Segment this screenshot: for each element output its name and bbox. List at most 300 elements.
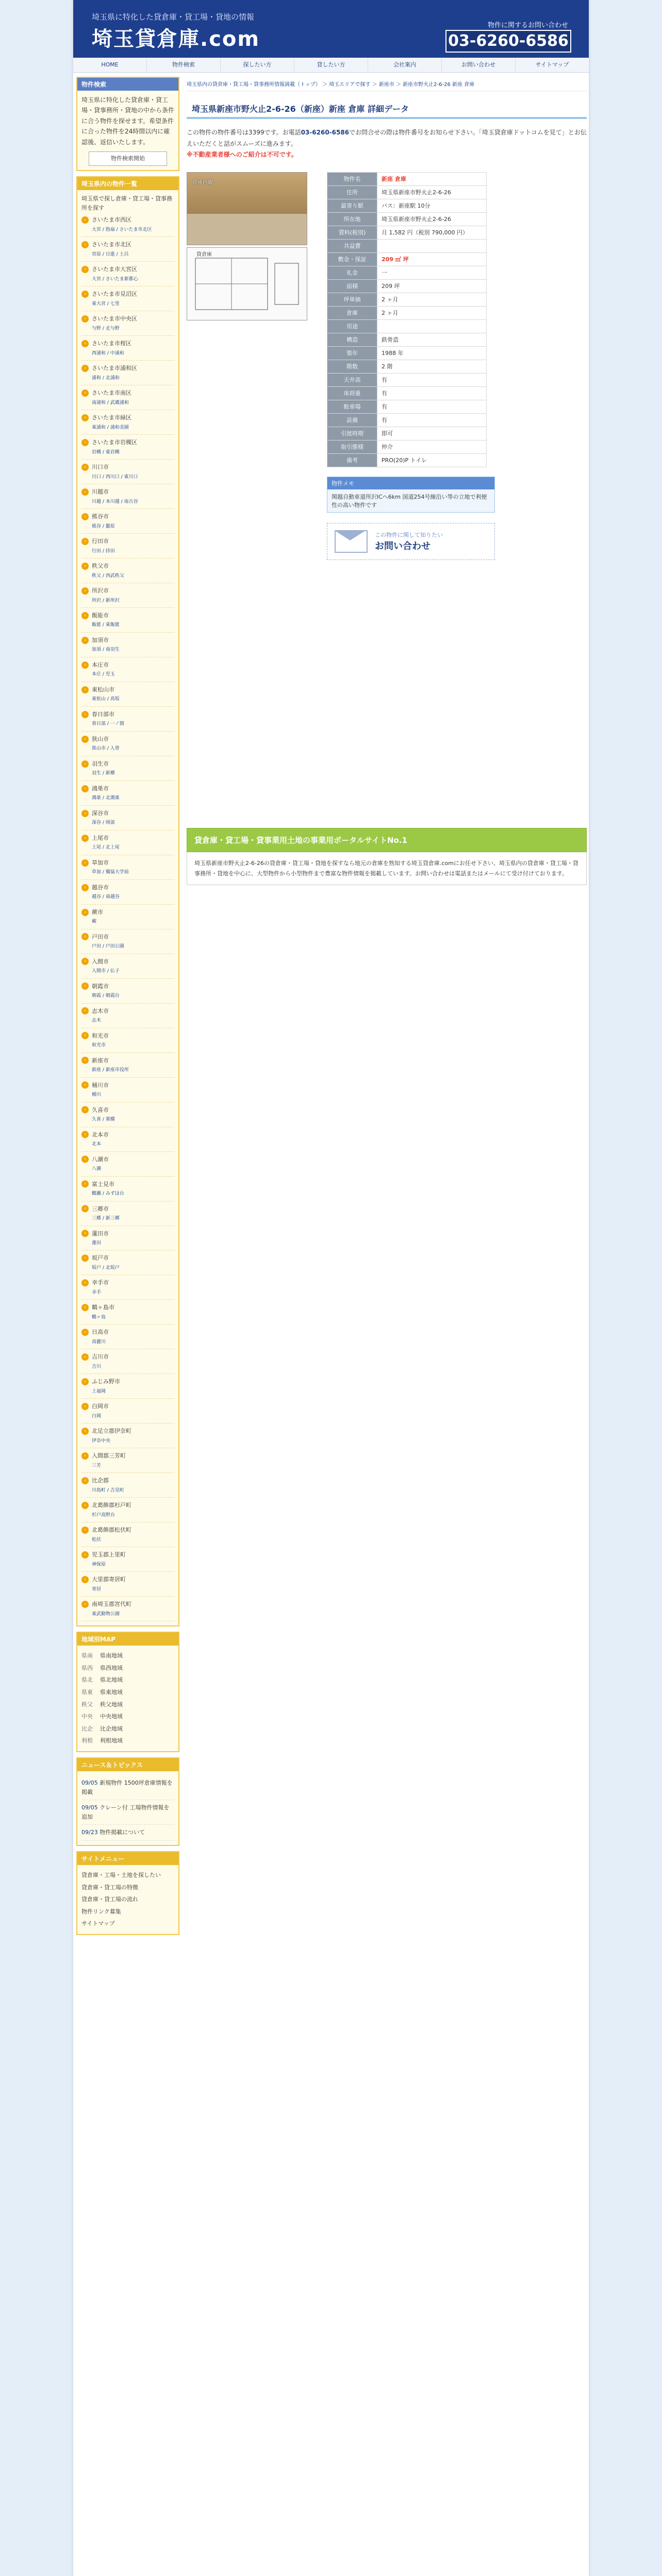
category-name[interactable]: ふじみ野市 xyxy=(92,1378,120,1385)
arrow-icon: › xyxy=(81,1428,89,1435)
purpose-search-box xyxy=(76,77,179,171)
arrow-icon: › xyxy=(81,241,89,248)
plan-caption: 貸倉庫 xyxy=(196,251,212,258)
category-name[interactable]: さいたま市中央区 xyxy=(92,315,137,323)
category-item[interactable] xyxy=(81,806,174,831)
category-name[interactable]: 戸田市 xyxy=(92,933,109,940)
category-sub-links[interactable]: 狭山市 / 入曽 xyxy=(92,746,120,752)
category-sub-links[interactable]: 大宮 / さいたま新都心 xyxy=(92,276,138,282)
category-sub-links[interactable]: 行田 / 持田 xyxy=(92,548,115,554)
category-name[interactable]: 草加市 xyxy=(92,859,109,866)
property-value: 209 ㎡ 坪 xyxy=(377,252,487,266)
category-sub-links[interactable]: 鶴ヶ島 xyxy=(92,1315,106,1320)
site-menu-link[interactable]: 貸倉庫・工場・土地を探したい xyxy=(81,1871,161,1878)
category-name[interactable]: 志木市 xyxy=(92,1007,109,1014)
category-item[interactable] xyxy=(81,460,174,484)
category-sub-links[interactable]: 和光市 xyxy=(92,1043,106,1048)
category-sub-links[interactable]: 東武動物公園 xyxy=(92,1611,120,1617)
contact-note: 物件に関するお問い合わせ xyxy=(487,22,568,29)
property-table xyxy=(327,172,487,467)
news-head: ニュース＆トピックス xyxy=(77,1758,178,1771)
category-item[interactable] xyxy=(81,1522,174,1547)
category-item[interactable] xyxy=(81,1103,174,1127)
category-name[interactable]: 新座市 xyxy=(92,1057,109,1064)
category-item[interactable] xyxy=(81,1004,174,1028)
contact-button[interactable] xyxy=(327,523,495,560)
category-item[interactable] xyxy=(81,1300,174,1325)
nav-lend[interactable]: 貸したい方 xyxy=(294,58,368,72)
arrow-icon: › xyxy=(81,933,89,940)
nav-home[interactable]: HOME xyxy=(73,58,147,72)
category-sub-links[interactable]: 鶴瀬 / みずほ台 xyxy=(92,1191,124,1197)
category-name[interactable]: 本庄市 xyxy=(92,661,109,668)
category-sub-links[interactable]: 本庄 / 児玉 xyxy=(92,672,115,677)
area-link[interactable] xyxy=(81,1686,174,1699)
property-row xyxy=(327,360,487,373)
category-item[interactable] xyxy=(81,1053,174,1078)
category-sub-links[interactable]: 上福岡 xyxy=(92,1389,106,1394)
site-menu-link[interactable]: 貸倉庫・貸工場の特徴 xyxy=(81,1884,138,1891)
property-title: 埼玉県新座市野火止2-6-26（新座）新座 倉庫 詳細データ xyxy=(192,104,409,114)
property-title-bar xyxy=(187,99,587,119)
area-link[interactable] xyxy=(81,1723,174,1735)
arrow-icon: › xyxy=(81,1378,89,1385)
category-item[interactable] xyxy=(81,905,174,929)
category-sub-links[interactable]: 北本 xyxy=(92,1142,102,1147)
category-sub-links[interactable]: 西浦和 / 中浦和 xyxy=(92,350,124,356)
category-sub-links[interactable]: 岩槻 / 東岩槻 xyxy=(92,449,120,455)
category-item[interactable] xyxy=(81,657,174,682)
category-name[interactable]: 三郷市 xyxy=(92,1205,109,1212)
category-name[interactable]: 深谷市 xyxy=(92,809,109,817)
area-link[interactable] xyxy=(81,1710,174,1723)
category-item[interactable] xyxy=(81,534,174,558)
category-item[interactable] xyxy=(81,1349,174,1374)
category-item[interactable] xyxy=(81,979,174,1004)
category-sub-links[interactable]: 三郷 / 新三郷 xyxy=(92,1216,120,1222)
arrow-icon: › xyxy=(81,1255,89,1262)
purpose-text: 埼玉県に特化した貸倉庫・貸工場・貸事務所・貸地の中から条件に合う物件を探せます。希望条件に合った物件を24時間以内に確認後、返信いたします。 xyxy=(81,96,175,146)
property-row xyxy=(327,427,487,440)
category-name[interactable]: 南埼玉郡宮代町 xyxy=(92,1601,131,1608)
category-item[interactable] xyxy=(81,1572,174,1597)
property-key: 倉庫 xyxy=(327,306,377,319)
arrow-icon: › xyxy=(81,1230,89,1237)
nav-contact[interactable]: お問い合わせ xyxy=(442,58,516,72)
news-item[interactable] xyxy=(81,1775,174,1800)
area-link[interactable] xyxy=(81,1735,174,1747)
category-item[interactable] xyxy=(81,608,174,633)
category-item[interactable] xyxy=(81,1547,174,1572)
category-item[interactable] xyxy=(81,756,174,781)
category-name[interactable]: 加須市 xyxy=(92,636,109,643)
category-item[interactable] xyxy=(81,509,174,534)
area-label: 比企 xyxy=(81,1725,93,1732)
category-item[interactable] xyxy=(81,1078,174,1103)
arrow-icon: › xyxy=(81,835,89,842)
category-name[interactable]: 和光市 xyxy=(92,1032,109,1039)
category-sub-links[interactable]: 草加 / 獨協大学前 xyxy=(92,870,129,875)
category-item[interactable] xyxy=(81,682,174,707)
property-key: 坪単価 xyxy=(327,293,377,306)
category-sub-links[interactable]: 与野 / 北与野 xyxy=(92,326,120,331)
category-item[interactable] xyxy=(81,880,174,905)
category-name[interactable]: さいたま市西区 xyxy=(92,216,131,224)
area-list xyxy=(81,1650,174,1747)
category-item[interactable] xyxy=(81,262,174,286)
category-name[interactable]: 日高市 xyxy=(92,1329,109,1336)
global-nav xyxy=(73,58,589,73)
category-item[interactable] xyxy=(81,954,174,979)
arrow-icon: › xyxy=(81,1329,89,1336)
property-row xyxy=(327,333,487,346)
category-sub-links[interactable]: 杉戸高野台 xyxy=(92,1512,115,1518)
floor-plan-icon xyxy=(187,248,307,320)
sidebar xyxy=(76,77,179,1940)
category-sub-links[interactable]: 坂戸 / 北坂戸 xyxy=(92,1265,120,1271)
category-name[interactable]: 狭山市 xyxy=(92,735,109,742)
category-sub-links[interactable]: 新座 / 新座市役所 xyxy=(92,1067,129,1073)
category-item[interactable] xyxy=(81,484,174,509)
category-sub-links[interactable]: 春日部 / 一ノ割 xyxy=(92,721,124,727)
category-sub-links[interactable]: 朝霞 / 朝霞台 xyxy=(92,993,120,999)
property-value: 209 坪 xyxy=(377,279,487,293)
category-item[interactable] xyxy=(81,1399,174,1423)
category-sub-links[interactable]: 神保原 xyxy=(92,1562,106,1567)
category-item[interactable] xyxy=(81,707,174,732)
category-sub-links[interactable]: 白岡 xyxy=(92,1413,102,1419)
category-name[interactable]: さいたま市大宮区 xyxy=(92,266,137,273)
category-sub-links[interactable]: 三芳 xyxy=(92,1463,102,1468)
property-key: 階数 xyxy=(327,360,377,373)
category-name[interactable]: 坂戸市 xyxy=(92,1255,109,1262)
category-item[interactable] xyxy=(81,583,174,608)
area-name[interactable]: 県東地域 xyxy=(100,1689,123,1696)
area-label: 秩父 xyxy=(81,1701,93,1708)
phone-number[interactable]: 03-6260-6586 xyxy=(445,30,571,53)
category-sub-links[interactable]: 伊奈中央 xyxy=(92,1438,111,1444)
category-item[interactable] xyxy=(81,1127,174,1152)
arrow-icon: › xyxy=(81,982,89,990)
property-detail xyxy=(187,172,587,467)
category-item[interactable] xyxy=(81,831,174,855)
category-item[interactable] xyxy=(81,1226,174,1251)
nav-company[interactable]: 会社案内 xyxy=(368,58,442,72)
property-row xyxy=(327,239,487,252)
category-name[interactable]: 行田市 xyxy=(92,537,109,545)
category-name[interactable]: 熊谷市 xyxy=(92,513,109,520)
category-sub-links[interactable]: 深谷 / 岡部 xyxy=(92,820,115,826)
property-value: 1988 年 xyxy=(377,346,487,360)
area-link[interactable] xyxy=(81,1650,174,1662)
news-title[interactable]: 新規物件 1500坪倉庫情報を掲載 xyxy=(81,1780,173,1795)
area-name[interactable]: 県南地域 xyxy=(100,1652,123,1659)
category-sub-links[interactable]: 川島町 / 吉見町 xyxy=(92,1487,124,1493)
property-key: 設備 xyxy=(327,413,377,427)
category-sub-links[interactable]: 入間市 / 仏子 xyxy=(92,969,120,974)
arrow-icon: › xyxy=(81,216,89,224)
category-sub-links[interactable]: 上尾 / 北上尾 xyxy=(92,845,120,851)
category-item[interactable] xyxy=(81,1325,174,1349)
property-row xyxy=(327,199,487,212)
arrow-icon: › xyxy=(81,958,89,965)
category-name[interactable]: 春日部市 xyxy=(92,710,114,718)
category-sub-links[interactable]: 羽生 / 新郷 xyxy=(92,771,115,776)
news-item[interactable] xyxy=(81,1825,174,1841)
category-item[interactable] xyxy=(81,1597,174,1621)
property-row xyxy=(327,252,487,266)
category-sub-links[interactable]: 浦和 / 北浦和 xyxy=(92,375,120,381)
category-item[interactable] xyxy=(81,781,174,806)
category-name[interactable]: 蕨市 xyxy=(92,908,103,916)
category-item[interactable] xyxy=(81,1028,174,1053)
category-sub-links[interactable]: 飯能 / 東飯能 xyxy=(92,622,120,628)
category-sub-links[interactable]: 熊谷 / 籠原 xyxy=(92,523,115,529)
category-sub-links[interactable]: 高麗川 xyxy=(92,1340,106,1345)
category-item[interactable] xyxy=(81,633,174,657)
category-name[interactable]: 入間郡三芳町 xyxy=(92,1452,126,1460)
site-menu-link[interactable]: サイトマップ xyxy=(81,1920,115,1927)
category-item[interactable] xyxy=(81,385,174,410)
category-name[interactable]: 大里郡寄居町 xyxy=(92,1576,126,1583)
category-name[interactable]: さいたま市浦和区 xyxy=(92,365,137,372)
area-name[interactable]: 利根地域 xyxy=(100,1737,123,1744)
arrow-icon: › xyxy=(81,439,89,446)
category-item[interactable] xyxy=(81,1374,174,1399)
property-memo xyxy=(327,477,495,513)
category-sub-links[interactable]: 所沢 / 新所沢 xyxy=(92,598,120,603)
area-map-head: 地域別MAP xyxy=(77,1633,178,1646)
property-key: 床荷重 xyxy=(327,386,377,400)
no-broker-warning: ※不動産業者様へのご紹介は不可です。 xyxy=(187,151,297,159)
category-sub-links[interactable]: 秩父 / 西武秩父 xyxy=(92,573,124,579)
category-name[interactable]: 川越市 xyxy=(92,488,109,495)
category-name[interactable]: 入間市 xyxy=(92,958,109,965)
arrow-icon: › xyxy=(81,760,89,768)
category-item[interactable] xyxy=(81,286,174,311)
category-item[interactable] xyxy=(81,732,174,756)
arrow-icon: › xyxy=(81,1032,89,1039)
category-item[interactable] xyxy=(81,1423,174,1448)
category-name[interactable]: さいたま市緑区 xyxy=(92,414,131,421)
category-item[interactable] xyxy=(81,1498,174,1522)
category-item[interactable] xyxy=(81,558,174,583)
category-name[interactable]: 吉川市 xyxy=(92,1353,109,1361)
property-key: 用途 xyxy=(327,319,377,333)
category-name[interactable]: 所沢市 xyxy=(92,587,109,594)
category-name[interactable]: 越谷市 xyxy=(92,884,109,891)
area-name[interactable]: 中央地域 xyxy=(100,1713,123,1720)
category-intro: 埼玉県で探し倉庫・貸工場・貸事務所を探す xyxy=(81,195,172,211)
news-date: 09/23 xyxy=(81,1829,98,1836)
category-name[interactable]: 八潮市 xyxy=(92,1156,109,1163)
property-intro xyxy=(187,127,587,161)
category-item[interactable] xyxy=(81,1448,174,1473)
page xyxy=(73,0,589,2576)
category-name[interactable]: 白岡市 xyxy=(92,1403,109,1410)
arrow-icon: › xyxy=(81,1403,89,1410)
site-logo[interactable]: 埼玉貸倉庫.com xyxy=(92,27,260,51)
arrow-icon: › xyxy=(81,1452,89,1460)
arrow-icon: › xyxy=(81,1180,89,1188)
category-list xyxy=(81,212,174,1621)
category-sub-links[interactable]: 南浦和 / 武蔵浦和 xyxy=(92,400,129,405)
property-row xyxy=(327,293,487,306)
property-row xyxy=(327,185,487,199)
category-sub-links[interactable]: 加須 / 南羽生 xyxy=(92,647,120,653)
area-map-box xyxy=(76,1632,179,1752)
category-name[interactable]: 鶴ヶ島市 xyxy=(92,1304,114,1311)
category-name[interactable]: 北葛飾郡杉戸町 xyxy=(92,1502,131,1509)
area-link[interactable] xyxy=(81,1662,174,1674)
category-sub-links[interactable]: 川口 / 西川口 / 東川口 xyxy=(92,474,138,480)
category-item[interactable] xyxy=(81,237,174,262)
category-item[interactable] xyxy=(81,1250,174,1275)
category-sub-links[interactable]: 寄居 xyxy=(92,1586,102,1592)
category-item[interactable] xyxy=(81,410,174,435)
area-name[interactable]: 県西地域 xyxy=(100,1664,123,1671)
category-item[interactable] xyxy=(81,435,174,460)
arrow-icon: › xyxy=(81,785,89,792)
memo-body: 関越自動車道所沢ICへ6km 国道254号線沿い等の立地で利便性の高い物件です xyxy=(332,493,487,509)
category-name[interactable]: 幸手市 xyxy=(92,1279,109,1286)
category-name[interactable]: さいたま市桜区 xyxy=(92,340,131,347)
area-name[interactable]: 比企地域 xyxy=(100,1725,123,1732)
arrow-icon: › xyxy=(81,1353,89,1361)
category-sub-links[interactable]: 東松山 / 高坂 xyxy=(92,697,120,702)
category-name[interactable]: 川口市 xyxy=(92,463,109,470)
category-name[interactable]: 東松山市 xyxy=(92,686,114,693)
category-name[interactable]: 飯能市 xyxy=(92,612,109,619)
area-name[interactable]: 秩父地域 xyxy=(100,1701,123,1708)
category-item[interactable] xyxy=(81,1473,174,1498)
area-name[interactable]: 県北地域 xyxy=(100,1676,123,1684)
category-sub-links[interactable]: 八潮 xyxy=(92,1166,102,1172)
category-name[interactable]: 北本市 xyxy=(92,1131,109,1138)
property-row xyxy=(327,413,487,427)
category-item[interactable] xyxy=(81,212,174,237)
nav-sitemap[interactable]: サイトマップ xyxy=(535,61,569,68)
arrow-icon: › xyxy=(81,637,89,644)
site-menu-link[interactable]: 物件リンク募集 xyxy=(81,1908,121,1915)
breadcrumb[interactable]: 埼玉県内の貸倉庫・貸工場・貸事務所情報満載（トップ） ＞ 埼玉エリアで探す ＞ 新座市 ＞ 新座市野火止2-6-26 新座 倉庫 xyxy=(187,77,587,91)
category-name[interactable]: 北葛飾郡松伏町 xyxy=(92,1527,131,1534)
category-item[interactable] xyxy=(81,929,174,954)
category-name[interactable]: さいたま市南区 xyxy=(92,389,131,397)
category-name[interactable]: 上尾市 xyxy=(92,834,109,841)
category-item[interactable] xyxy=(81,311,174,336)
property-value xyxy=(377,239,487,252)
news-box xyxy=(76,1757,179,1846)
category-name[interactable]: 朝霞市 xyxy=(92,982,109,990)
category-sub-links[interactable]: 戸田 / 戸田公園 xyxy=(92,944,124,950)
category-sub-links[interactable]: 松伏 xyxy=(92,1537,102,1543)
arrow-icon: › xyxy=(81,736,89,743)
area-link[interactable] xyxy=(81,1674,174,1686)
arrow-icon: › xyxy=(81,1205,89,1212)
floor-plan-image[interactable] xyxy=(187,247,307,320)
memo-head: 物件メモ xyxy=(327,477,494,489)
property-value: 2 階 xyxy=(377,360,487,373)
category-name[interactable]: さいたま市見沼区 xyxy=(92,291,137,298)
news-item[interactable] xyxy=(81,1800,174,1825)
property-key: 構造 xyxy=(327,333,377,346)
purpose-search-button[interactable]: 物件検索開始 xyxy=(89,151,167,166)
portal-description: 埼玉県新座市野火止2-6-26の貸倉庫・貸工場・貸地を探すなら地元の倉庫を熟知する埼玉貸倉庫.comにお任せ下さい。埼玉県内の貸倉庫・貸工場・貸事務所・貸地を中心に、大型物件から小型物件まで豊富な物件情報を掲載しています。お問い合わせは電話またはメールにて受け付けております。 xyxy=(187,852,587,886)
category-item[interactable] xyxy=(81,1177,174,1201)
news-title[interactable]: クレーン付 工場物件情報を追加 xyxy=(81,1804,170,1820)
news-title[interactable]: 物件掲載について xyxy=(100,1829,145,1836)
category-item[interactable] xyxy=(81,336,174,361)
intro-rest: でお問合せの際は物件番号をお知らせ下さい。「埼玉貸倉庫ドットコムを見て」とお伝えいただくと話がスムーズに進みます。 xyxy=(187,129,587,147)
category-name[interactable]: 蓮田市 xyxy=(92,1230,109,1237)
category-sub-links[interactable]: 吉川 xyxy=(92,1364,102,1370)
arrow-icon: › xyxy=(81,389,89,397)
category-sub-links[interactable]: 宮原 / 日進 / 土呂 xyxy=(92,251,129,257)
category-sub-links[interactable]: 東浦和 / 浦和美園 xyxy=(92,425,129,430)
category-item[interactable] xyxy=(81,1152,174,1177)
arrow-icon: › xyxy=(81,1106,89,1113)
category-sub-links[interactable]: 久喜 / 栗橋 xyxy=(92,1117,115,1123)
category-name[interactable]: 桶川市 xyxy=(92,1081,109,1089)
category-sub-links[interactable]: 東大宮 / 七里 xyxy=(92,301,120,307)
property-value: 有 xyxy=(377,373,487,386)
category-item[interactable] xyxy=(81,1201,174,1226)
property-value: 有 xyxy=(377,386,487,400)
news-list xyxy=(77,1771,178,1845)
category-sub-links[interactable]: 鴻巣 / 北鴻巣 xyxy=(92,795,120,801)
portal-banner: 貸倉庫・貸工場・貸事業用土地の事業用ポータルサイトNo.1 xyxy=(187,828,587,852)
category-name[interactable]: 比企郡 xyxy=(92,1477,109,1484)
property-row xyxy=(327,306,487,319)
category-name[interactable]: さいたま市北区 xyxy=(92,241,131,248)
nav-find[interactable]: 探したい方 xyxy=(221,58,294,72)
property-row xyxy=(327,400,487,413)
category-sub-links[interactable]: 志木 xyxy=(92,1018,102,1024)
category-sub-links[interactable]: 幸手 xyxy=(92,1290,102,1296)
property-photos xyxy=(187,172,306,467)
intro-phone[interactable]: 03-6260-6586 xyxy=(301,129,350,136)
category-name[interactable]: 羽生市 xyxy=(92,760,109,767)
category-sub-links[interactable]: 桶川 xyxy=(92,1092,102,1098)
category-sub-links[interactable]: 川越 / 本川越 / 南古谷 xyxy=(92,499,138,504)
category-sub-links[interactable]: 蕨 xyxy=(92,919,97,925)
category-name[interactable]: 秩父市 xyxy=(92,562,109,569)
warehouse-photo[interactable] xyxy=(187,172,307,245)
contact-subtext: この物件に関して知りたい xyxy=(375,531,443,538)
category-name[interactable]: 富士見市 xyxy=(92,1180,114,1188)
category-item[interactable] xyxy=(81,855,174,880)
category-item[interactable] xyxy=(81,361,174,385)
category-item[interactable] xyxy=(81,1275,174,1300)
category-name[interactable]: 児玉郡上里町 xyxy=(92,1551,126,1558)
property-key: 引渡時期 xyxy=(327,427,377,440)
area-link[interactable] xyxy=(81,1699,174,1711)
category-name[interactable]: さいたま市岩槻区 xyxy=(92,439,137,446)
property-row xyxy=(327,266,487,279)
site-menu-link[interactable]: 貸倉庫・貸工場の流れ xyxy=(81,1896,138,1903)
category-name[interactable]: 久喜市 xyxy=(92,1106,109,1113)
arrow-icon: › xyxy=(81,1304,89,1311)
category-sub-links[interactable]: 越谷 / 南越谷 xyxy=(92,894,120,900)
area-label: 県西 xyxy=(81,1664,93,1671)
category-sub-links[interactable]: 蓮田 xyxy=(92,1241,102,1246)
category-sub-links[interactable]: 大宮 / 指扇 / さいたま市北区 xyxy=(92,227,152,232)
category-name[interactable]: 鴻巣市 xyxy=(92,785,109,792)
nav-search[interactable]: 物件検索 xyxy=(147,58,221,72)
category-name[interactable]: 北足立郡伊奈町 xyxy=(92,1428,131,1435)
property-key: 備考 xyxy=(327,453,377,467)
